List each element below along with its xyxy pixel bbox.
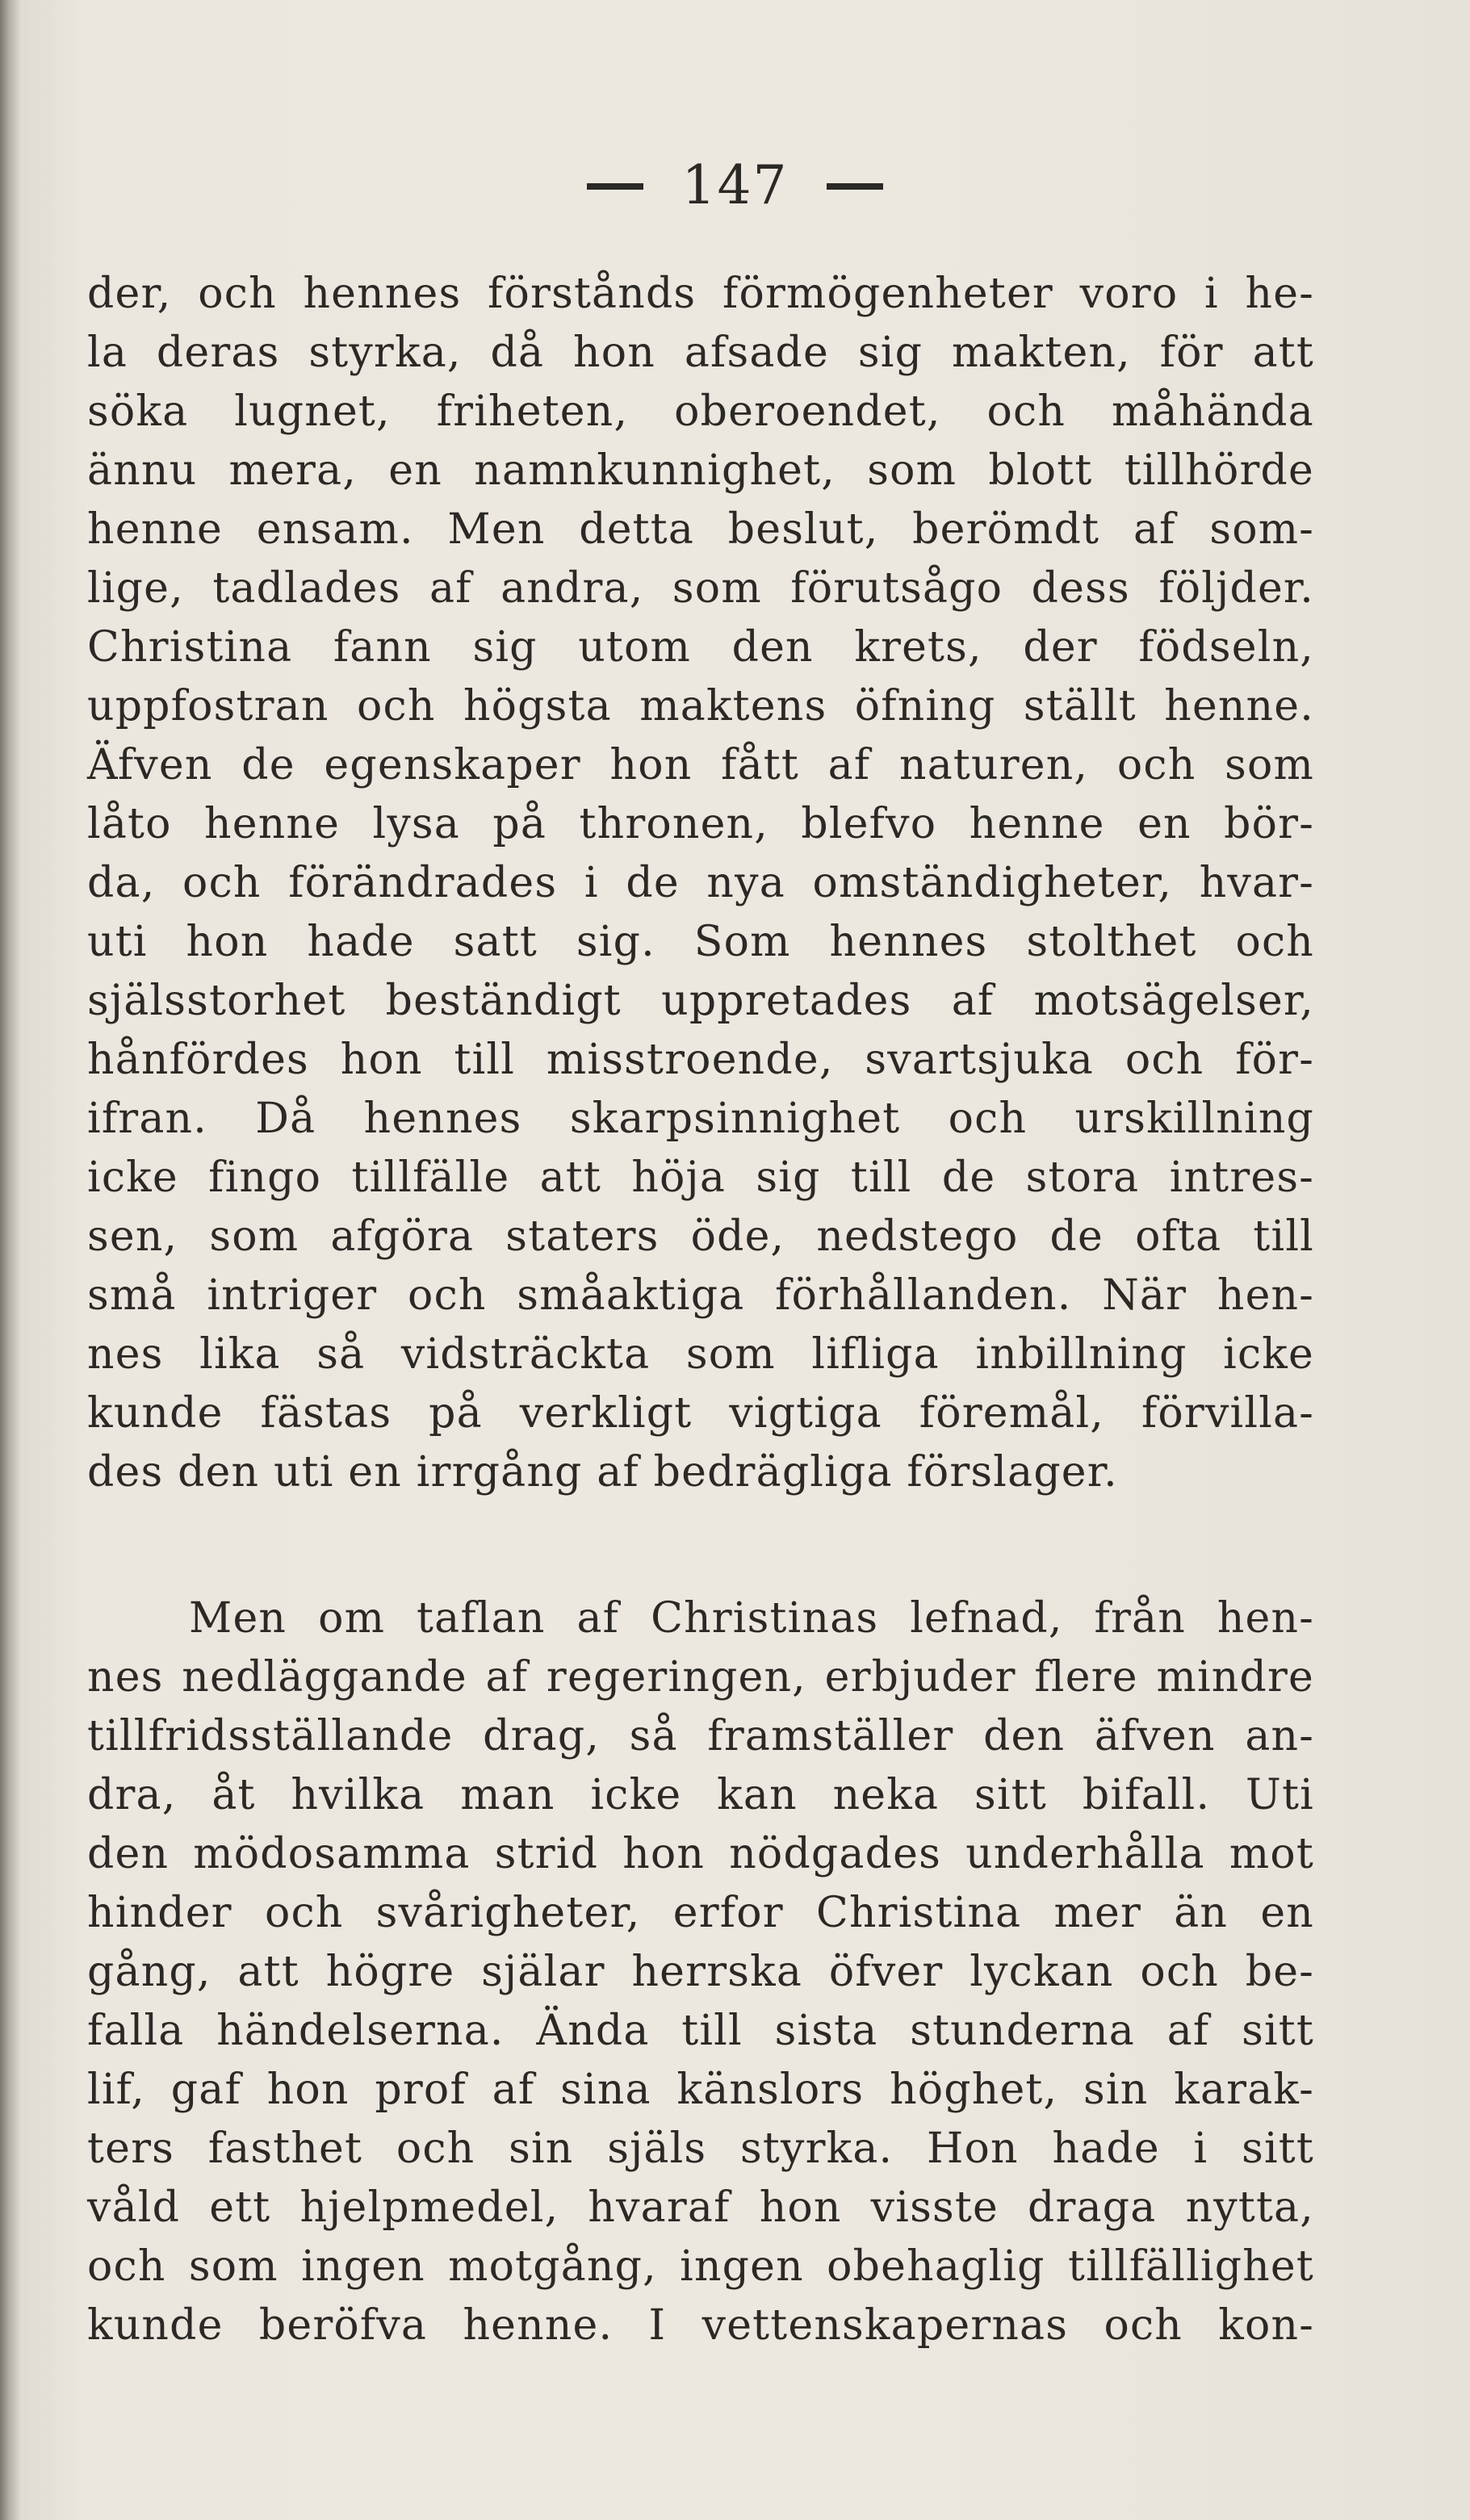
- text-line: icke fingo tillfälle att höja sig till de stora intres-: [87, 1153, 1314, 1202]
- paragraph-spacer: [87, 1502, 1314, 1589]
- page-number-dash-left: [587, 183, 643, 190]
- text-line: des den uti en irrgång af bedrägliga förslager.: [87, 1448, 1118, 1497]
- text-line: falla händelserna. Ända till sista stunderna af sitt: [87, 2007, 1314, 2055]
- text-line: lige, tadlades af andra, som förutsågo dess följder.: [87, 564, 1314, 613]
- text-line: den mödosamma strid hon nödgades underhålla mot: [87, 1830, 1314, 1878]
- text-line: der, och hennes förstånds förmögenheter voro i he-: [87, 270, 1314, 318]
- text-line: kunde fästas på verkligt vigtiga föremål, förvilla-: [87, 1389, 1314, 1438]
- paragraph-1: [87, 265, 1314, 1502]
- text-line: tillfridsställande drag, så framställer den äfven an-: [87, 1712, 1314, 1760]
- text-line: ifran. Då hennes skarpsinnighet och urskillning: [87, 1095, 1314, 1143]
- text-line: låto henne lysa på thronen, blefvo henne en bör-: [87, 800, 1314, 848]
- text-line: uti hon hade satt sig. Som hennes stolthet och: [87, 918, 1314, 966]
- paragraph-2: [87, 1589, 1314, 2355]
- text-line: hånfördes hon till misstroende, svartsjuka och för-: [87, 1036, 1314, 1084]
- text-line: nes lika så vidsträckta som lifliga inbillning icke: [87, 1330, 1314, 1379]
- text-line: sen, som afgöra staters öde, nedstego de ofta till: [87, 1212, 1314, 1261]
- text-line: själsstorhet beständigt uppretades af motsägelser,: [87, 977, 1314, 1025]
- page-number-dash-right: [827, 183, 883, 190]
- body-text: [87, 265, 1314, 2355]
- text-line: ännu mera, en namnkunnighet, som blott tillhörde: [87, 446, 1314, 495]
- text-line: la deras styrka, då hon afsade sig makten, för att: [87, 329, 1314, 377]
- page-number-value: 147: [681, 154, 789, 216]
- text-line: och som ingen motgång, ingen obehaglig tillfällighet: [87, 2242, 1314, 2291]
- text-line: henne ensam. Men detta beslut, berömdt af som-: [87, 505, 1314, 554]
- text-line: söka lugnet, friheten, oberoendet, och måhända: [87, 387, 1314, 436]
- text-line: da, och förändrades i de nya omständigheter, hvar-: [87, 859, 1314, 907]
- text-line: uppfostran och högsta maktens öfning ställt henne.: [87, 682, 1314, 730]
- text-line: lif, gaf hon prof af sina känslors höghet, sin karak-: [87, 2066, 1314, 2114]
- book-spine-shadow: [0, 0, 21, 2520]
- text-line: dra, åt hvilka man icke kan neka sitt bifall. Uti: [87, 1771, 1314, 1819]
- text-line: gång, att högre själar herrska öfver lyckan och be-: [87, 1948, 1314, 1996]
- text-line: ters fasthet och sin själs styrka. Hon hade i sitt: [87, 2124, 1314, 2173]
- text-line: våld ett hjelpmedel, hvaraf hon visste draga nytta,: [87, 2183, 1314, 2232]
- text-line: små intriger och småaktiga förhållanden. När hen-: [87, 1271, 1314, 1320]
- page-number: [0, 153, 1470, 218]
- text-line: nes nedläggande af regeringen, erbjuder flere mindre: [87, 1653, 1314, 1702]
- text-line: Men om taflan af Christinas lefnad, från hen-: [189, 1594, 1314, 1643]
- text-line: kunde beröfva henne. I vettenskapernas och kon-: [87, 2301, 1314, 2350]
- text-line: hinder och svårigheter, erfor Christina mer än en: [87, 1889, 1314, 1937]
- text-line: Christina fann sig utom den krets, der födseln,: [87, 623, 1314, 672]
- text-line: Äfven de egenskaper hon fått af naturen, och som: [87, 741, 1314, 789]
